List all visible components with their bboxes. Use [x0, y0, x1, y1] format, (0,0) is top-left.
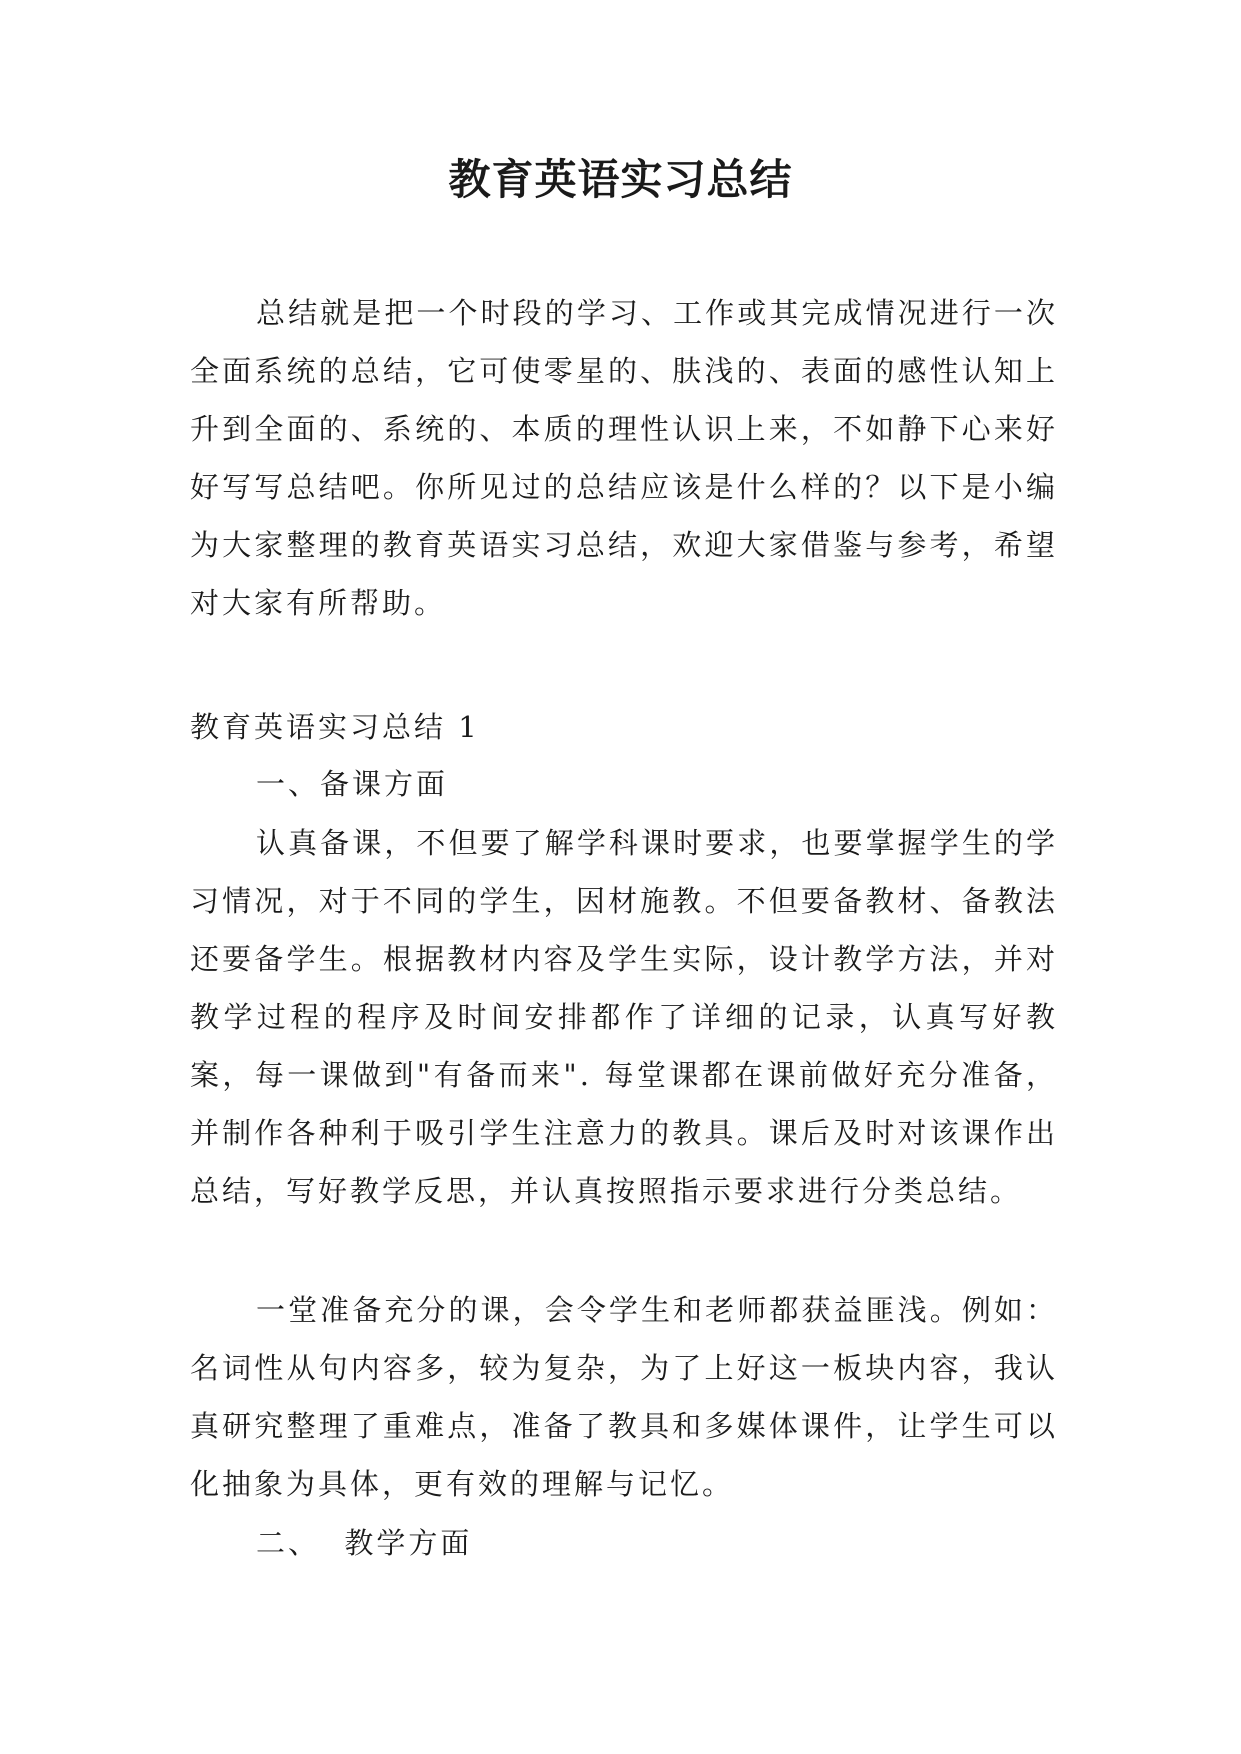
intro-paragraph: 总结就是把一个时段的学习、工作或其完成情况进行一次全面系统的总结，它可使零星的、肤浅的、表面的感性认知上升到全面的、系统的、本质的理性认识上来，不如静下心来好好写写总结吧。你所见过的总结应该是什么样的？以下是小编为大家整理的教育英语实习总结，欢迎大家借鉴与参考，希望对大家有所帮助。 — [190, 296, 1058, 620]
document-title: 教育英语实习总结 — [448, 155, 793, 204]
section-title: 教育英语实习总结 1 — [190, 710, 480, 744]
paragraph-example: 一堂准备充分的课，会令学生和老师都获益匪浅。例如：名词性从句内容多，较为复杂，为了上好这一板块内容，我认真研究整理了重难点，准备了教具和多媒体课件，让学生可以化抽象为具体，更有效的理解与记忆。 — [190, 1293, 1058, 1501]
heading-teaching: 二、 教学方面 — [256, 1526, 473, 1560]
paragraph-lesson-preparation: 认真备课，不但要了解学科课时要求，也要掌握学生的学习情况，对于不同的学生，因材施教。不但要备教材、备教法还要备学生。根据教材内容及学生实际，设计教学方法，并对教学过程的程序及时间安排都作了详细的记录，认真写好教案，每一课做到"有备而来". 每堂课都在课前做好充分准备，并制作各种利于吸引学生注意力的教具。课后及时对该课作出总结，写好教学反思，并认真按照指示要求进行分类总结。 — [190, 826, 1058, 1208]
heading-lesson-preparation: 一、备课方面 — [256, 767, 449, 801]
